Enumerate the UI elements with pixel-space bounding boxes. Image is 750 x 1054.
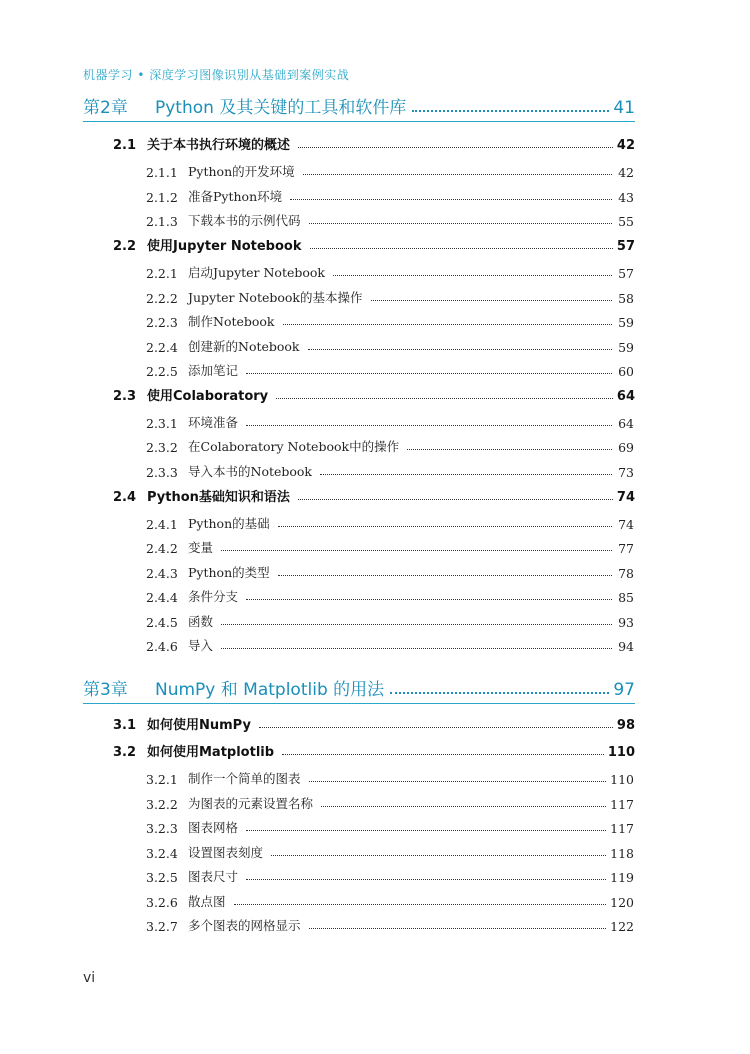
entry-page: 64	[616, 389, 635, 404]
entry-page: 55	[618, 214, 634, 229]
entry-title: 在Colaboratory Notebook中的操作	[188, 439, 400, 454]
entry-page: 94	[618, 639, 634, 654]
entry-page: 74	[616, 490, 635, 505]
entry-number: 2.4.4	[146, 590, 178, 605]
toc-subsection-entry[interactable]	[146, 185, 634, 205]
leader-dots	[390, 692, 609, 694]
entry-number: 3.2.7	[146, 919, 178, 934]
leader-dots	[221, 648, 612, 649]
entry-number: 3.1	[113, 718, 137, 733]
leader-dots	[282, 754, 604, 755]
entry-number: 2.3	[113, 389, 137, 404]
entry-page: 60	[618, 364, 634, 379]
entry-page: 64	[618, 416, 634, 431]
chapter-page: 41	[613, 98, 635, 118]
entry-title: 变量	[188, 540, 214, 555]
entry-number: 2.2.1	[146, 266, 178, 281]
entry-title: 创建新的Notebook	[188, 339, 300, 354]
toc-subsection-entry[interactable]	[146, 335, 634, 355]
leader-dots	[309, 928, 607, 929]
entry-number: 3.2.6	[146, 895, 178, 910]
entry-number: 2.4.6	[146, 639, 178, 654]
entry-title: 导入本书的Notebook	[188, 464, 313, 479]
chapter-number: 第3章	[83, 680, 128, 700]
entry-page: 74	[618, 517, 634, 532]
leader-dots	[221, 624, 612, 625]
entry-page: 120	[610, 895, 634, 910]
entry-page: 117	[610, 821, 634, 836]
leader-dots	[278, 575, 612, 576]
leader-dots	[303, 174, 612, 175]
toc-subsection-entry[interactable]	[146, 634, 634, 654]
entry-title: 如何使用Matplotlib	[147, 745, 275, 760]
entry-number: 2.1.1	[146, 165, 178, 180]
entry-number: 3.2.5	[146, 870, 178, 885]
entry-number: 2.4	[113, 490, 137, 505]
leader-dots	[310, 248, 613, 249]
leader-dots	[290, 199, 612, 200]
leader-dots	[234, 904, 607, 905]
entry-title: 函数	[188, 614, 214, 629]
entry-title: Python基础知识和语法	[147, 490, 290, 505]
entry-page: 122	[610, 919, 634, 934]
entry-page: 42	[618, 165, 634, 180]
entry-page: 110	[607, 745, 635, 760]
leader-dots	[320, 474, 612, 475]
entry-number: 2.1.3	[146, 214, 178, 229]
entry-page: 57	[618, 266, 634, 281]
leader-dots	[321, 806, 606, 807]
toc-section-entry[interactable]	[113, 384, 635, 404]
entry-title: 图表尺寸	[188, 869, 239, 884]
toc-subsection-entry[interactable]	[146, 435, 634, 455]
entry-page: 117	[610, 797, 634, 812]
entry-page: 57	[616, 239, 635, 254]
entry-number: 2.4.5	[146, 615, 178, 630]
entry-number: 2.1	[113, 138, 137, 153]
entry-title: 启动Jupyter Notebook	[188, 265, 326, 280]
entry-page: 59	[618, 340, 634, 355]
leader-dots	[371, 300, 612, 301]
entry-page: 69	[618, 440, 634, 455]
entry-number: 3.2.4	[146, 846, 178, 861]
entry-number: 2.3.2	[146, 440, 178, 455]
leader-dots	[246, 879, 606, 880]
entry-title: 为图表的元素设置名称	[188, 796, 314, 811]
entry-page: 93	[618, 615, 634, 630]
entry-page: 110	[610, 772, 634, 787]
entry-page: 43	[618, 190, 634, 205]
entry-number: 2.3.3	[146, 465, 178, 480]
entry-number: 2.4.1	[146, 517, 178, 532]
entry-number: 2.2.2	[146, 291, 178, 306]
entry-number: 3.2.3	[146, 821, 178, 836]
running-header: 机器学习 • 深度学习图像识别从基础到案例实战	[83, 68, 350, 82]
toc-subsection-entry[interactable]	[146, 561, 634, 581]
toc-subsection-entry[interactable]	[146, 610, 634, 630]
toc-section-entry[interactable]	[113, 485, 635, 505]
entry-number: 2.2.4	[146, 340, 178, 355]
leader-dots	[246, 373, 612, 374]
entry-title: 如何使用NumPy	[147, 718, 251, 733]
leader-dots	[246, 425, 612, 426]
leader-dots	[308, 349, 612, 350]
toc-subsection-entry[interactable]	[146, 160, 634, 180]
entry-page: 42	[616, 138, 635, 153]
toc-subsection-entry[interactable]	[146, 792, 634, 812]
toc-subsection-entry[interactable]	[146, 512, 634, 532]
toc-subsection-entry[interactable]	[146, 585, 634, 605]
entry-title: Python的开发环境	[188, 164, 295, 179]
page-number-footer: vi	[83, 970, 96, 986]
chapter-2-heading[interactable]	[83, 94, 635, 122]
toc-section-entry[interactable]	[113, 740, 635, 760]
entry-title: 下载本书的示例代码	[188, 213, 301, 228]
entry-title: 设置图表刻度	[188, 845, 264, 860]
entry-title: 散点图	[188, 894, 226, 909]
toc-subsection-entry[interactable]	[146, 841, 634, 861]
entry-page: 73	[618, 465, 634, 480]
toc-section-entry[interactable]	[113, 133, 635, 153]
entry-number: 2.4.3	[146, 566, 178, 581]
entry-page: 78	[618, 566, 634, 581]
entry-title: 制作一个简单的图表	[188, 771, 301, 786]
entry-number: 3.2.1	[146, 772, 178, 787]
leader-dots	[283, 324, 612, 325]
leader-dots	[259, 727, 613, 728]
entry-title: Python的类型	[188, 565, 270, 580]
entry-page: 118	[610, 846, 634, 861]
leader-dots	[309, 781, 607, 782]
leader-dots	[221, 550, 612, 551]
toc-subsection-entry[interactable]	[146, 209, 634, 229]
entry-page: 77	[618, 541, 634, 556]
toc-subsection-entry[interactable]	[146, 310, 634, 330]
chapter-3-heading[interactable]	[83, 676, 635, 704]
entry-number: 2.2.3	[146, 315, 178, 330]
toc-subsection-entry[interactable]	[146, 286, 634, 306]
leader-dots	[246, 599, 612, 600]
leader-dots	[271, 855, 606, 856]
toc-subsection-entry[interactable]	[146, 536, 634, 556]
entry-number: 2.2	[113, 239, 137, 254]
toc-section-entry[interactable]	[113, 713, 635, 733]
entry-title: Python的基础	[188, 516, 270, 531]
leader-dots	[298, 147, 613, 148]
chapter-number: 第2章	[83, 98, 128, 118]
entry-title: 使用Jupyter Notebook	[147, 239, 302, 254]
toc-subsection-entry[interactable]	[146, 359, 634, 379]
entry-title: 图表网格	[188, 820, 239, 835]
toc-subsection-entry[interactable]	[146, 816, 634, 836]
entry-number: 2.4.2	[146, 541, 178, 556]
chapter-page: 97	[613, 680, 635, 700]
entry-title: 使用Colaboratory	[147, 389, 269, 404]
entry-title: 添加笔记	[188, 363, 239, 378]
leader-dots	[298, 499, 613, 500]
toc-subsection-entry[interactable]	[146, 460, 634, 480]
leader-dots	[412, 110, 609, 112]
entry-page: 119	[610, 870, 634, 885]
entry-page: 98	[616, 718, 635, 733]
toc-subsection-entry[interactable]	[146, 865, 634, 885]
leader-dots	[278, 526, 612, 527]
leader-dots	[407, 449, 612, 450]
entry-title: 多个图表的网格显示	[188, 918, 301, 933]
entry-title: 导入	[188, 638, 214, 653]
chapter-title: NumPy 和 Matplotlib 的用法	[155, 680, 385, 700]
leader-dots	[309, 223, 612, 224]
toc-subsection-entry[interactable]	[146, 411, 634, 431]
toc-subsection-entry[interactable]	[146, 914, 634, 934]
entry-number: 2.3.1	[146, 416, 178, 431]
leader-dots	[276, 398, 613, 399]
toc-subsection-entry[interactable]	[146, 261, 634, 281]
entry-title: 制作Notebook	[188, 314, 275, 329]
entry-page: 58	[618, 291, 634, 306]
entry-title: 环境准备	[188, 415, 239, 430]
entry-title: Jupyter Notebook的基本操作	[188, 290, 363, 305]
toc-subsection-entry[interactable]	[146, 890, 634, 910]
entry-page: 85	[618, 590, 634, 605]
leader-dots	[333, 275, 612, 276]
entry-number: 2.1.2	[146, 190, 178, 205]
entry-number: 3.2.2	[146, 797, 178, 812]
toc-section-entry[interactable]	[113, 234, 635, 254]
entry-number: 3.2	[113, 745, 137, 760]
leader-dots	[246, 830, 606, 831]
entry-title: 条件分支	[188, 589, 239, 604]
chapter-title: Python 及其关键的工具和软件库	[155, 98, 407, 118]
entry-page: 59	[618, 315, 634, 330]
entry-title: 准备Python环境	[188, 189, 283, 204]
entry-number: 2.2.5	[146, 364, 178, 379]
entry-title: 关于本书执行环境的概述	[147, 138, 291, 153]
toc-subsection-entry[interactable]	[146, 767, 634, 787]
